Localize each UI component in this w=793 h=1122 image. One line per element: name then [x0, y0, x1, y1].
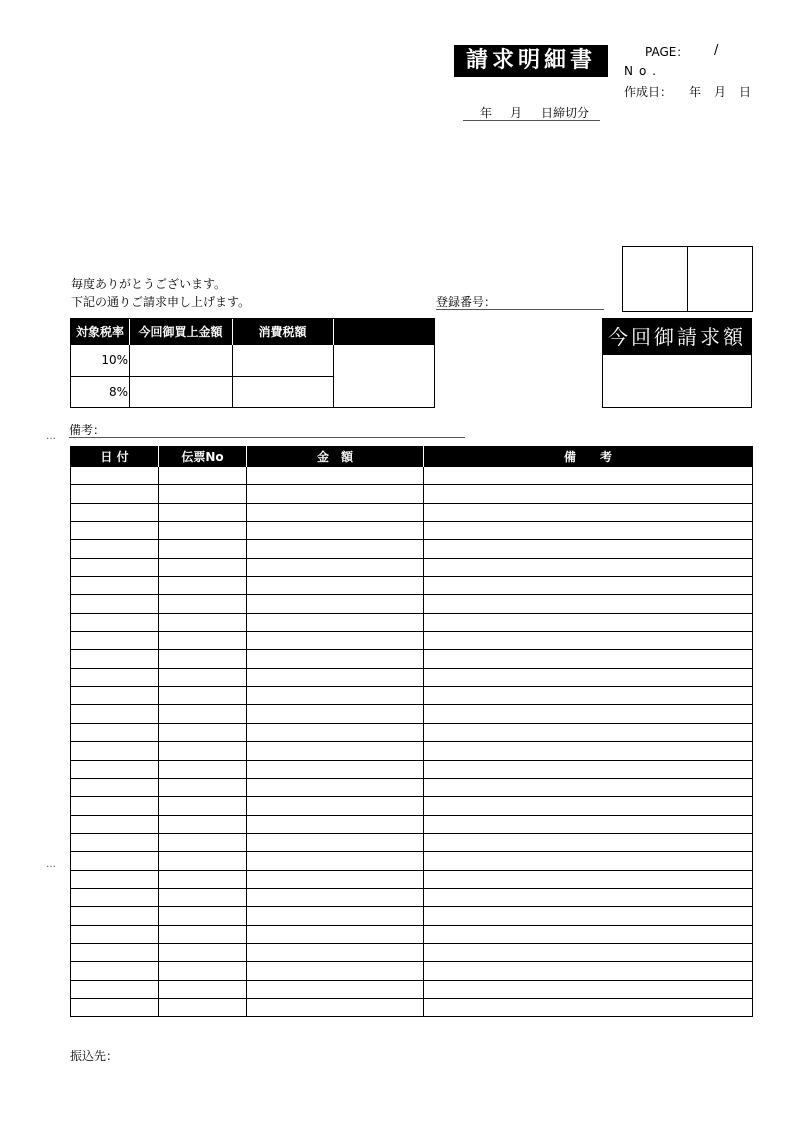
- table-row: [71, 833, 753, 851]
- remarks-cell[interactable]: [424, 632, 753, 650]
- date-cell[interactable]: [71, 558, 159, 576]
- remarks-cell[interactable]: [424, 613, 753, 631]
- closing-period-field[interactable]: [463, 104, 600, 121]
- tax-rate-10: 10%: [101, 353, 128, 367]
- greeting-line-2: 下記の通りご請求申し上げます。: [71, 295, 251, 309]
- remarks-cell[interactable]: [424, 558, 753, 576]
- tax-col-divider: [333, 345, 334, 407]
- amount-cell[interactable]: [247, 778, 424, 796]
- tax-rate-8: 8%: [108, 385, 128, 399]
- amount-cell[interactable]: [247, 668, 424, 686]
- remarks-cell[interactable]: [424, 998, 753, 1016]
- detail-table: [70, 446, 753, 1017]
- table-row: [71, 870, 753, 888]
- created-date-label: 作成日：: [624, 85, 673, 99]
- slip-no-cell[interactable]: [159, 503, 247, 521]
- tax-header-divider: [333, 319, 334, 345]
- remarks-field[interactable]: [69, 421, 465, 438]
- header-remarks: 備 考: [424, 446, 753, 467]
- slip-no-cell[interactable]: [159, 907, 247, 925]
- table-row: [71, 577, 753, 595]
- table-row: [71, 687, 753, 705]
- created-month-label: 月: [714, 85, 727, 99]
- slip-no-cell[interactable]: [159, 962, 247, 980]
- page-label: PAGE：: [645, 45, 689, 59]
- amount-cell[interactable]: [247, 962, 424, 980]
- slip-no-cell[interactable]: [159, 888, 247, 906]
- remarks-cell[interactable]: [424, 943, 753, 961]
- table-row: [71, 742, 753, 760]
- date-cell[interactable]: [71, 467, 159, 485]
- amount-cell[interactable]: [247, 833, 424, 851]
- registration-number-label: 登録番号：: [436, 295, 497, 309]
- date-cell[interactable]: [71, 522, 159, 540]
- table-row: [71, 962, 753, 980]
- page-separator: /: [714, 43, 719, 58]
- slip-no-cell[interactable]: [159, 760, 247, 778]
- remarks-cell[interactable]: [424, 797, 753, 815]
- amount-cell[interactable]: [247, 705, 424, 723]
- slip-no-cell[interactable]: [159, 925, 247, 943]
- table-row: [71, 668, 753, 686]
- total-billing-label: 今回御請求額: [603, 319, 751, 355]
- table-row: [71, 980, 753, 998]
- table-row: [71, 778, 753, 796]
- header-date: 日 付: [71, 446, 159, 467]
- amount-cell[interactable]: [247, 467, 424, 485]
- amount-cell[interactable]: [247, 797, 424, 815]
- date-cell[interactable]: [71, 907, 159, 925]
- amount-cell[interactable]: [247, 760, 424, 778]
- table-row: [71, 522, 753, 540]
- table-row: [71, 540, 753, 558]
- document-title: 請求明細書: [454, 45, 608, 77]
- date-cell[interactable]: [71, 540, 159, 558]
- slip-no-cell[interactable]: [159, 558, 247, 576]
- amount-cell[interactable]: [247, 943, 424, 961]
- amount-cell[interactable]: [247, 852, 424, 870]
- tax-summary-table: [70, 318, 435, 408]
- remarks-cell[interactable]: [424, 888, 753, 906]
- slip-no-cell[interactable]: [159, 742, 247, 760]
- date-cell[interactable]: [71, 742, 159, 760]
- table-row: [71, 705, 753, 723]
- date-cell[interactable]: [71, 962, 159, 980]
- amount-cell[interactable]: [247, 925, 424, 943]
- date-cell[interactable]: [71, 778, 159, 796]
- slip-no-cell[interactable]: [159, 650, 247, 668]
- amount-cell[interactable]: [247, 907, 424, 925]
- tax-header-tax: 消費税額: [258, 325, 307, 339]
- closing-day-label: 日締切分: [541, 106, 590, 120]
- date-cell[interactable]: [71, 503, 159, 521]
- date-cell[interactable]: [71, 833, 159, 851]
- table-row: [71, 650, 753, 668]
- table-row: [71, 907, 753, 925]
- remarks-cell[interactable]: [424, 870, 753, 888]
- table-row: [71, 998, 753, 1016]
- remarks-cell[interactable]: [424, 980, 753, 998]
- amount-cell[interactable]: [247, 980, 424, 998]
- date-cell[interactable]: [71, 760, 159, 778]
- remarks-cell[interactable]: [424, 485, 753, 503]
- slip-no-cell[interactable]: [159, 467, 247, 485]
- amount-cell[interactable]: [247, 742, 424, 760]
- amount-cell[interactable]: [247, 632, 424, 650]
- remarks-cell[interactable]: [424, 668, 753, 686]
- date-cell[interactable]: [71, 797, 159, 815]
- amount-cell[interactable]: [247, 998, 424, 1016]
- date-cell[interactable]: [71, 485, 159, 503]
- remarks-cell[interactable]: [424, 760, 753, 778]
- amount-cell[interactable]: [247, 577, 424, 595]
- slip-no-cell[interactable]: [159, 723, 247, 741]
- slip-no-cell[interactable]: [159, 632, 247, 650]
- table-row: [71, 485, 753, 503]
- created-year-label: 年: [689, 85, 702, 99]
- remarks-cell[interactable]: [424, 778, 753, 796]
- remarks-cell[interactable]: [424, 815, 753, 833]
- amount-cell[interactable]: [247, 503, 424, 521]
- slip-no-cell[interactable]: [159, 705, 247, 723]
- table-row: [71, 925, 753, 943]
- slip-no-cell[interactable]: [159, 668, 247, 686]
- ellipsis-mark: …: [46, 859, 56, 870]
- slip-no-cell[interactable]: [159, 540, 247, 558]
- date-cell[interactable]: [71, 998, 159, 1016]
- amount-cell[interactable]: [247, 558, 424, 576]
- amount-cell[interactable]: [247, 650, 424, 668]
- amount-cell[interactable]: [247, 595, 424, 613]
- slip-no-cell[interactable]: [159, 778, 247, 796]
- date-cell[interactable]: [71, 980, 159, 998]
- amount-cell[interactable]: [247, 870, 424, 888]
- date-cell[interactable]: [71, 723, 159, 741]
- ellipsis-mark: …: [46, 431, 56, 442]
- table-row: [71, 815, 753, 833]
- tax-header-amount: 今回御買上金額: [138, 325, 223, 339]
- remarks-cell[interactable]: [424, 650, 753, 668]
- slip-no-cell[interactable]: [159, 852, 247, 870]
- remarks-cell[interactable]: [424, 925, 753, 943]
- slip-no-cell[interactable]: [159, 833, 247, 851]
- slip-no-cell[interactable]: [159, 577, 247, 595]
- date-cell[interactable]: [71, 888, 159, 906]
- date-cell[interactable]: [71, 595, 159, 613]
- table-row: [71, 852, 753, 870]
- tax-row-divider: [71, 376, 333, 377]
- header-slip-no: 伝票No: [159, 446, 247, 467]
- date-cell[interactable]: [71, 852, 159, 870]
- tax-header-divider: [129, 319, 130, 345]
- date-cell[interactable]: [71, 650, 159, 668]
- amount-cell[interactable]: [247, 485, 424, 503]
- slip-no-cell[interactable]: [159, 522, 247, 540]
- remarks-label: 備考：: [69, 423, 106, 437]
- slip-no-cell[interactable]: [159, 815, 247, 833]
- date-cell[interactable]: [71, 577, 159, 595]
- slip-no-cell[interactable]: [159, 613, 247, 631]
- slip-no-cell[interactable]: [159, 998, 247, 1016]
- table-row: [71, 888, 753, 906]
- remarks-cell[interactable]: [424, 687, 753, 705]
- table-row: [71, 467, 753, 485]
- bank-transfer-label: 振込先：: [70, 1049, 119, 1063]
- amount-cell[interactable]: [247, 723, 424, 741]
- table-row: [71, 760, 753, 778]
- tax-header-divider: [232, 319, 233, 345]
- date-cell[interactable]: [71, 705, 159, 723]
- remarks-cell[interactable]: [424, 962, 753, 980]
- amount-cell[interactable]: [247, 815, 424, 833]
- greeting-line-1: 毎度ありがとうございます。: [71, 277, 227, 291]
- total-billing-box: [602, 318, 752, 408]
- slip-no-cell[interactable]: [159, 595, 247, 613]
- number-label: No.: [624, 64, 662, 78]
- table-row: [71, 503, 753, 521]
- remarks-cell[interactable]: [424, 540, 753, 558]
- amount-cell[interactable]: [247, 888, 424, 906]
- table-row: [71, 613, 753, 631]
- table-row: [71, 595, 753, 613]
- amount-cell[interactable]: [247, 687, 424, 705]
- slip-no-cell[interactable]: [159, 687, 247, 705]
- slip-no-cell[interactable]: [159, 980, 247, 998]
- remarks-cell[interactable]: [424, 852, 753, 870]
- date-cell[interactable]: [71, 687, 159, 705]
- table-row: [71, 943, 753, 961]
- header-amount: 金 額: [247, 446, 424, 467]
- slip-no-cell[interactable]: [159, 943, 247, 961]
- date-cell[interactable]: [71, 870, 159, 888]
- table-row: [71, 632, 753, 650]
- date-cell[interactable]: [71, 925, 159, 943]
- remarks-cell[interactable]: [424, 503, 753, 521]
- table-row: [71, 797, 753, 815]
- date-cell[interactable]: [71, 613, 159, 631]
- table-row: [71, 723, 753, 741]
- created-day-label: 日: [739, 85, 752, 99]
- closing-year-label: 年: [480, 106, 493, 120]
- remarks-cell[interactable]: [424, 467, 753, 485]
- slip-no-cell[interactable]: [159, 797, 247, 815]
- remarks-cell[interactable]: [424, 742, 753, 760]
- table-row: [71, 558, 753, 576]
- stamp-box-1: [622, 246, 688, 312]
- remarks-cell[interactable]: [424, 577, 753, 595]
- slip-no-cell[interactable]: [159, 870, 247, 888]
- remarks-cell[interactable]: [424, 595, 753, 613]
- remarks-cell[interactable]: [424, 705, 753, 723]
- remarks-cell[interactable]: [424, 907, 753, 925]
- stamp-box-2: [687, 246, 753, 312]
- remarks-cell[interactable]: [424, 522, 753, 540]
- date-cell[interactable]: [71, 668, 159, 686]
- amount-cell[interactable]: [247, 613, 424, 631]
- date-cell[interactable]: [71, 815, 159, 833]
- tax-header-rate: 対象税率: [75, 325, 124, 339]
- date-cell[interactable]: [71, 632, 159, 650]
- amount-cell[interactable]: [247, 522, 424, 540]
- date-cell[interactable]: [71, 943, 159, 961]
- closing-month-label: 月: [510, 106, 523, 120]
- remarks-cell[interactable]: [424, 723, 753, 741]
- remarks-cell[interactable]: [424, 833, 753, 851]
- registration-number-field[interactable]: [436, 293, 604, 310]
- amount-cell[interactable]: [247, 540, 424, 558]
- slip-no-cell[interactable]: [159, 485, 247, 503]
